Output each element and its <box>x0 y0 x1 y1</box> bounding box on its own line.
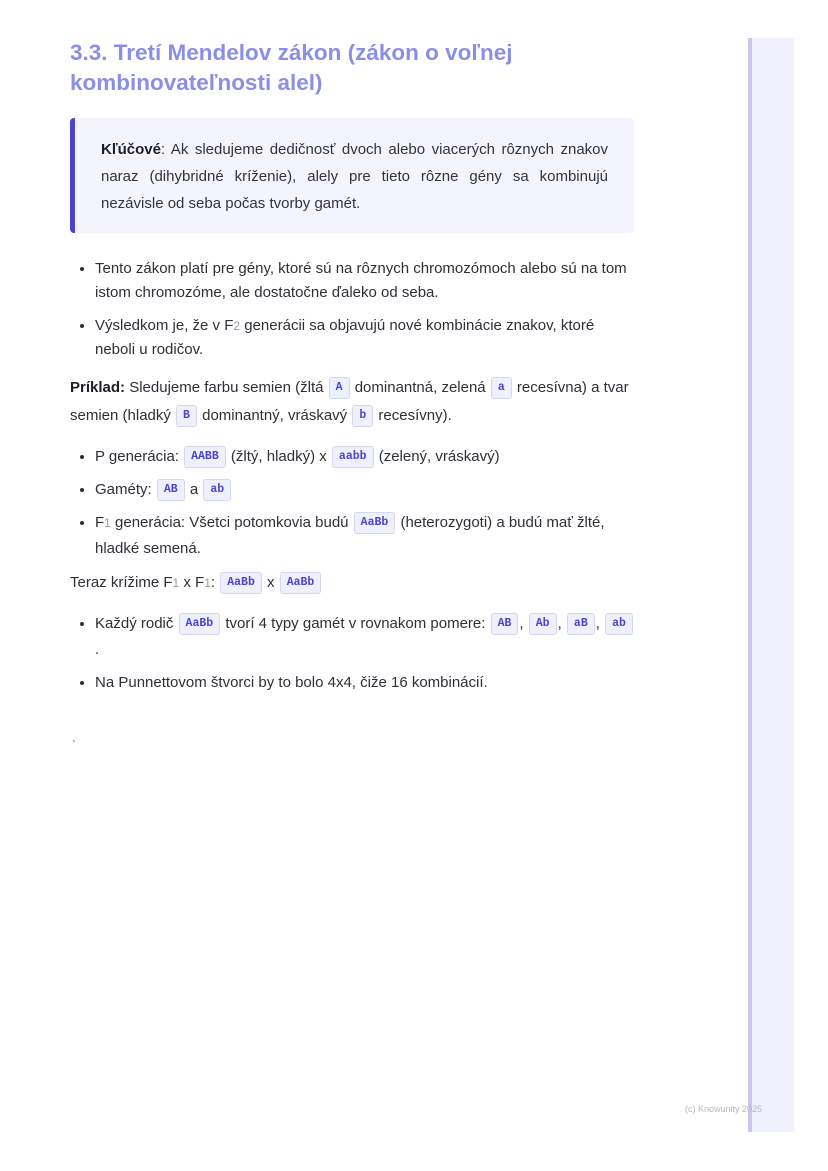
genotype-code: AaBb <box>280 572 322 594</box>
gamete-bullets <box>70 611 634 696</box>
example-label: Príklad: <box>70 379 126 396</box>
document-page <box>70 38 634 703</box>
list-item: • Výsledkom je, že v F2 generácii sa objavujú nové kombinácie znakov, ktoré neboli u rodičov. <box>95 314 634 362</box>
list-item: • Na Punnettovom štvorci by to bolo 4x4, čiže 16 kombinácií. <box>95 670 634 696</box>
genotype-code: AaBb <box>354 512 396 534</box>
gamete-code: aB <box>567 613 595 635</box>
allele-code: a <box>491 377 512 399</box>
callout-text: : Ak sledujeme dedičnosť dvoch alebo viacerých rôznych znakov naraz (dihybridné kríženie), alely pre tieto rôzne gény sa kombinujú nezávisle od seba počas tvorby gamét. <box>101 141 608 212</box>
copyright-footer: (c) Knowunity 2025 <box>685 1104 763 1114</box>
genotype-code: AaBb <box>220 572 262 594</box>
gamete-code: ab <box>605 613 633 635</box>
allele-code: b <box>352 405 373 427</box>
genotype-code: AaBb <box>179 613 221 635</box>
allele-code: B <box>176 405 197 427</box>
list-item: • Tento zákon platí pre gény, ktoré sú na rôznych chromozómoch alebo sú na tom istom chromozóme, ale dostatočne ďaleko od seba. <box>95 257 634 305</box>
callout-label: Kľúčové <box>101 141 161 158</box>
gamete-code: AB <box>491 613 519 635</box>
gamete-code: ab <box>203 479 231 501</box>
gamete-code: Ab <box>529 613 557 635</box>
cross-paragraph: Teraz krížime F1 x F1: AaBb x AaBb <box>70 569 634 597</box>
genotype-code: aabb <box>332 446 374 468</box>
law-bullets <box>70 257 634 362</box>
generation-bullets <box>70 444 634 562</box>
example-paragraph: Príklad: Sledujeme farbu semien (žltá A dominantná, zelená a recesívna) a tvar semien (hladký B dominantný, vráskavý b recesívny). <box>70 374 634 430</box>
list-item: • P generácia: AABB (žltý, hladký) x aabb (zelený, vráskavý) <box>95 444 634 470</box>
genotype-code: AABB <box>184 446 226 468</box>
allele-code: A <box>329 377 350 399</box>
list-item: • Gaméty: AB a ab <box>95 477 634 503</box>
section-title: 3.3. Tretí Mendelov zákon (zákon o voľnej kombinovateľnosti alel) <box>70 40 513 95</box>
stray-backtick: ` <box>72 738 76 752</box>
list-item: • F1 generácia: Všetci potomkovia budú AaBb (heterozygoti) a budú mať žlté, hladké semená. <box>95 510 634 562</box>
key-callout <box>70 118 634 233</box>
side-panel <box>748 38 794 1132</box>
gamete-code: AB <box>157 479 185 501</box>
list-item: • Každý rodič AaBb tvorí 4 typy gamét v rovnakom pomere: AB , Ab , aB , ab. <box>95 611 634 663</box>
